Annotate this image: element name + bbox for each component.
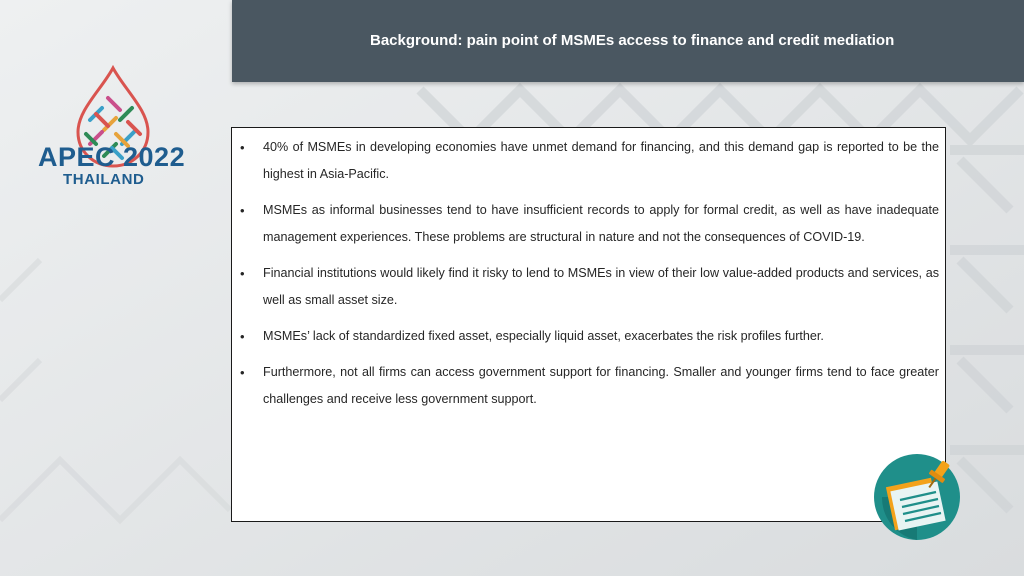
bullet-text: MSMEs’ lack of standardized fixed asset, especially liquid asset, exacerbates the risk profiles further. [263,329,824,343]
bullet-dot-icon: • [240,365,245,380]
content-box [231,127,946,522]
bullet-list [232,134,945,422]
bullet-item [232,260,945,314]
pinned-note-icon [872,452,962,542]
bullet-text: Financial institutions would likely find it risky to lend to MSMEs in view of their low value-added products and services, as well as small asset size. [263,266,939,307]
bullet-dot-icon: • [240,329,245,344]
logo-text: APEC 2022 [38,142,186,172]
bullet-item [232,134,945,188]
logo-subtext: THAILAND [63,171,145,188]
bullet-text: 40% of MSMEs in developing economies have unmet demand for financing, and this demand gap is reported to be the highest in Asia-Pacific. [263,140,939,181]
bullet-dot-icon: • [240,203,245,218]
slide-title: Background: pain point of MSMEs access to finance and credit mediation [370,32,895,49]
bullet-text: Furthermore, not all firms can access government support for financing. Smaller and younger firms tend to face greater challenges and receive less government support. [263,365,939,406]
bullet-item [232,359,945,413]
bullet-text: MSMEs as informal businesses tend to have insufficient records to apply for formal credit, as well as have inadequate management experiences. These problems are structural in nature and not the consequences of COVID-19. [263,203,939,244]
bullet-item [232,197,945,251]
bullet-item [232,323,945,350]
bullet-dot-icon: • [240,266,245,281]
bullet-dot-icon: • [240,140,245,155]
